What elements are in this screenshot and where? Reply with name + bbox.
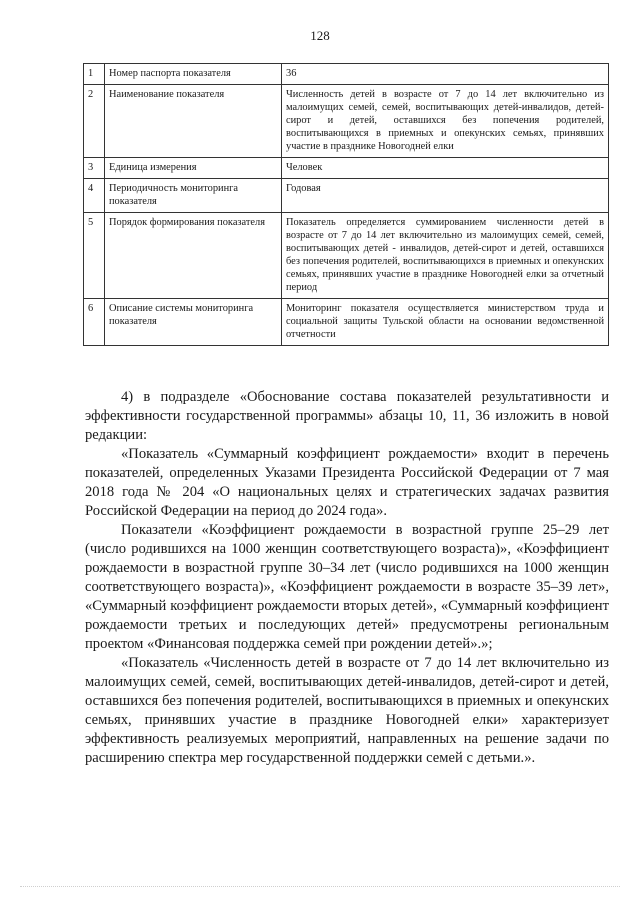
row-number: 1 xyxy=(84,64,105,85)
paragraph: Показатели «Коэффициент рождаемости в возрастной группе 25–29 лет (число родившихся на 1000 женщин соответствующего возраста)», «Коэффициент рождаемости в возрастной группе 30–34 лет (число родившихся на 1000 женщин соответствующего возраста)», «Коэффициент рождаемости в возрасте 35–39 лет», «Суммарный коэффициент рождаемости вторых детей», «Суммарный коэффициент рождаемости третьих и последующих детей» предусмотрены региональным проектом «Финансовая поддержка семей при рождении детей».»; xyxy=(85,522,609,652)
page-number: 128 xyxy=(310,28,330,43)
row-label: Единица измерения xyxy=(105,158,282,179)
scan-artifact-divider xyxy=(20,886,620,888)
table-row xyxy=(84,64,609,85)
row-value: Мониторинг показателя осуществляется министерством труда и социальной защиты Тульской области на основании ведомственной отчетности xyxy=(282,299,609,346)
table-row xyxy=(84,299,609,346)
table-row xyxy=(84,158,609,179)
row-number: 3 xyxy=(84,158,105,179)
paragraph: «Показатель «Суммарный коэффициент рождаемости» входит в перечень показателей, определенных Указами Президента Российской Федерации от 7 мая 2018 года № 204 «О национальных целях и стратегических задачах развития Российской Федерации на период до 2024 года». xyxy=(85,446,609,519)
table-row xyxy=(84,213,609,299)
paragraph: 4) в подразделе «Обоснование состава показателей результативности и эффективности государственной программы» абзацы 10, 11, 36 изложить в новой редакции: xyxy=(85,389,609,443)
row-label: Наименование показателя xyxy=(105,85,282,158)
row-label: Номер паспорта показателя xyxy=(105,64,282,85)
body-text xyxy=(85,388,609,768)
row-value: Численность детей в возрасте от 7 до 14 лет включительно из малоимущих семей, семей, воспитывающих детей-инвалидов, детей-сирот и детей, оставшихся без попечения родителей, воспитывающихся в приемных и опекунских семьях, принявших участие в празднике Новогодней елки xyxy=(282,85,609,158)
indicator-passport-table xyxy=(83,63,609,346)
paragraph: «Показатель «Численность детей в возрасте от 7 до 14 лет включительно из малоимущих семей, семей, воспитывающих детей-инвалидов, детей-сирот и детей, оставшихся без попечения родителей, воспитывающихся в приемных и опекунских семьях, принявших участие в празднике Новогодней елки» характеризует эффективность реализуемых мероприятий, направленных на решение задачи по расширению спектра мер государственной поддержки семей с детьми.». xyxy=(85,655,609,766)
row-label: Описание системы мониторинга показателя xyxy=(105,299,282,346)
row-value: 36 xyxy=(282,64,609,85)
row-number: 6 xyxy=(84,299,105,346)
row-value: Человек xyxy=(282,158,609,179)
row-value: Показатель определяется суммированием численности детей в возрасте от 7 до 14 лет включительно из малоимущих семей, семей, воспитывающих детей - инвалидов, детей-сирот и детей, оставшихся без попечения родителей, воспитывающихся в приемных и опекунских семьях, принявших участие в празднике Новогодней елки за отчетный период xyxy=(282,213,609,299)
table-row xyxy=(84,179,609,213)
row-number: 4 xyxy=(84,179,105,213)
table-row xyxy=(84,85,609,158)
row-label: Периодичность мониторинга показателя xyxy=(105,179,282,213)
row-label: Порядок формирования показателя xyxy=(105,213,282,299)
row-number: 5 xyxy=(84,213,105,299)
row-value: Годовая xyxy=(282,179,609,213)
row-number: 2 xyxy=(84,85,105,158)
